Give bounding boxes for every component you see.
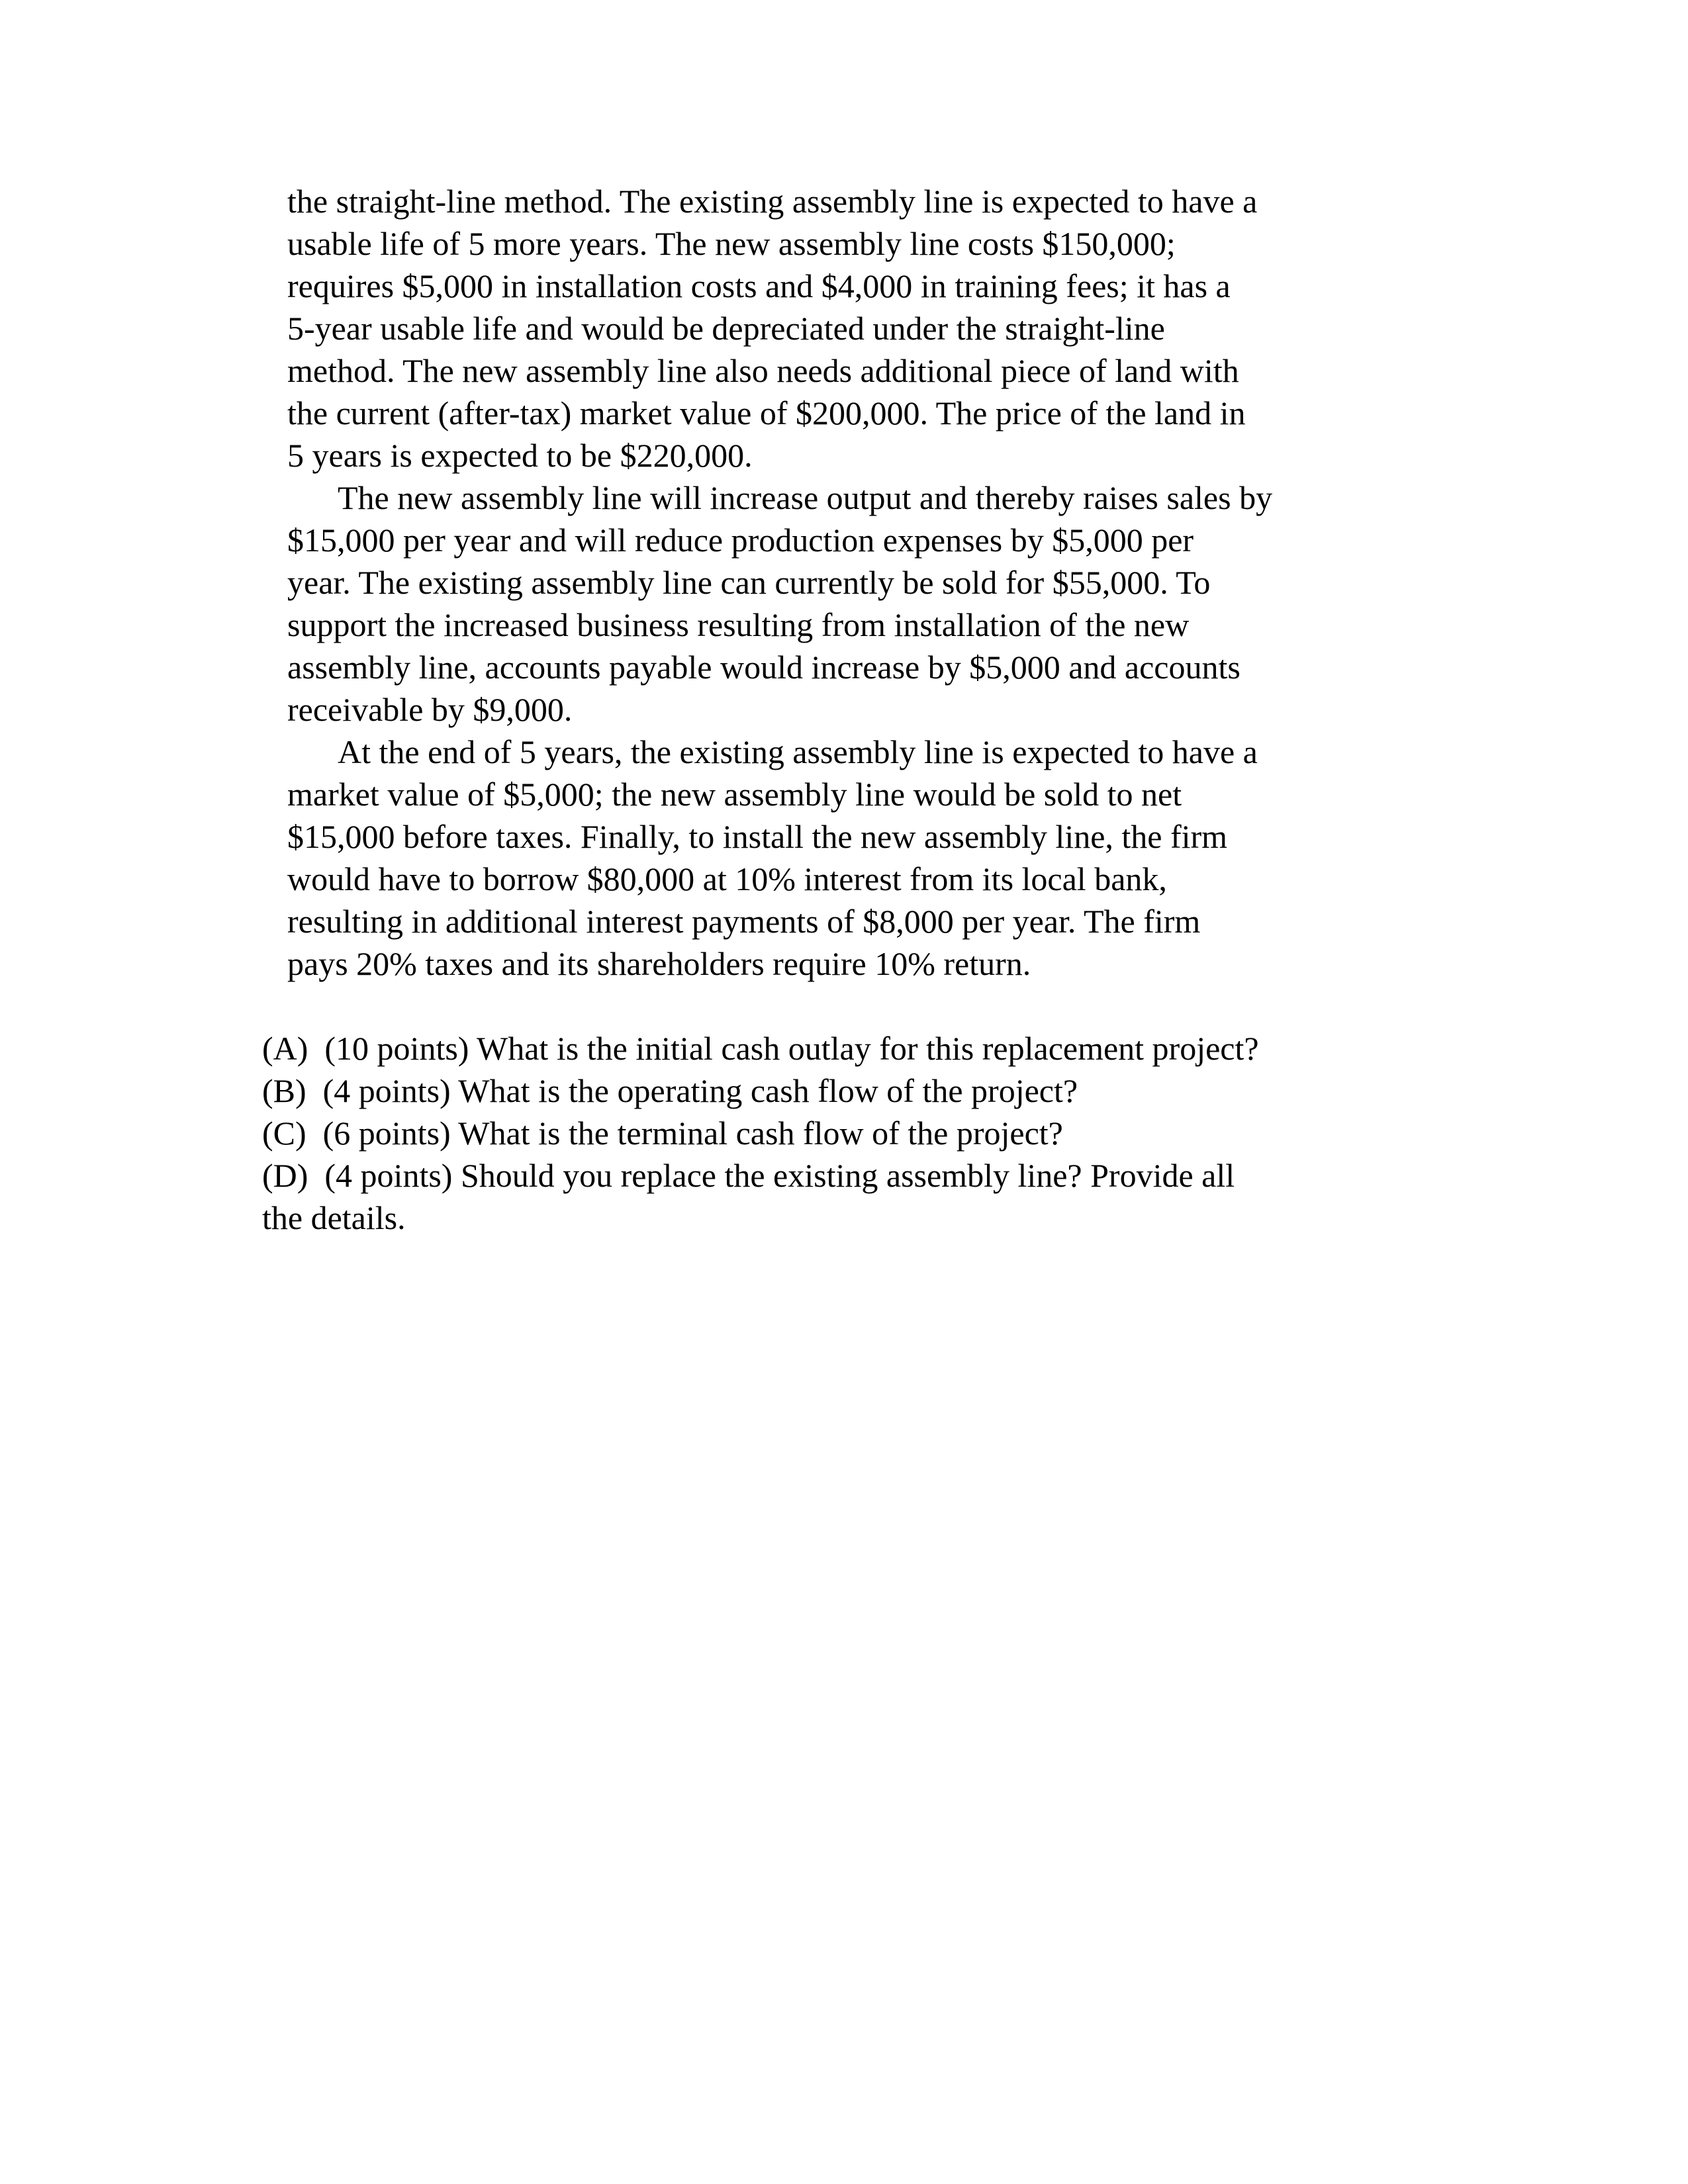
text-line: (A) (10 points) What is the initial cash outlay for this replacement project? — [262, 1030, 1259, 1067]
paragraph-assembly-line-costs — [287, 180, 1423, 477]
question-list — [262, 1027, 1423, 1239]
paragraph-sales-and-working-capital — [287, 477, 1423, 731]
text-line: usable life of 5 more years. The new assembly line costs $150,000; — [287, 225, 1176, 262]
text-line: the details. — [262, 1199, 406, 1236]
text-line: (D) (4 points) Should you replace the existing assembly line? Provide all — [262, 1157, 1235, 1194]
text-line: pays 20% taxes and its shareholders require 10% return. — [287, 945, 1031, 982]
text-line: requires $5,000 in installation costs and $4,000 in training fees; it has a — [287, 267, 1231, 304]
text-line: support the increased business resulting from installation of the new — [287, 606, 1190, 643]
text-line: 5-year usable life and would be depreciated under the straight-line — [287, 310, 1165, 347]
text-line: the current (after-tax) market value of $200,000. The price of the land in — [287, 394, 1246, 432]
text-line: The new assembly line will increase output and thereby raises sales by — [338, 479, 1273, 516]
text-line: $15,000 per year and will reduce production expenses by $5,000 per — [287, 522, 1194, 559]
text-line: At the end of 5 years, the existing assembly line is expected to have a — [338, 733, 1258, 770]
problem-body — [287, 180, 1423, 985]
text-line: 5 years is expected to be $220,000. — [287, 437, 753, 474]
text-line: year. The existing assembly line can currently be sold for $55,000. To — [287, 564, 1211, 601]
text-line: assembly line, accounts payable would increase by $5,000 and accounts — [287, 649, 1241, 686]
paragraph-terminal-values-and-financing — [287, 731, 1423, 985]
text-line: (B) (4 points) What is the operating cash flow of the project? — [262, 1072, 1078, 1109]
text-line: the straight-line method. The existing assembly line is expected to have a — [287, 183, 1258, 220]
text-line: (C) (6 points) What is the terminal cash flow of the project? — [262, 1115, 1063, 1152]
text-line: receivable by $9,000. — [287, 691, 573, 728]
text-line: market value of $5,000; the new assembly line would be sold to net — [287, 776, 1182, 813]
text-line: method. The new assembly line also needs additional piece of land with — [287, 352, 1239, 389]
text-line: $15,000 before taxes. Finally, to install the new assembly line, the firm — [287, 818, 1228, 855]
text-line: resulting in additional interest payments of $8,000 per year. The firm — [287, 903, 1201, 940]
text-line: would have to borrow $80,000 at 10% interest from its local bank, — [287, 860, 1167, 897]
